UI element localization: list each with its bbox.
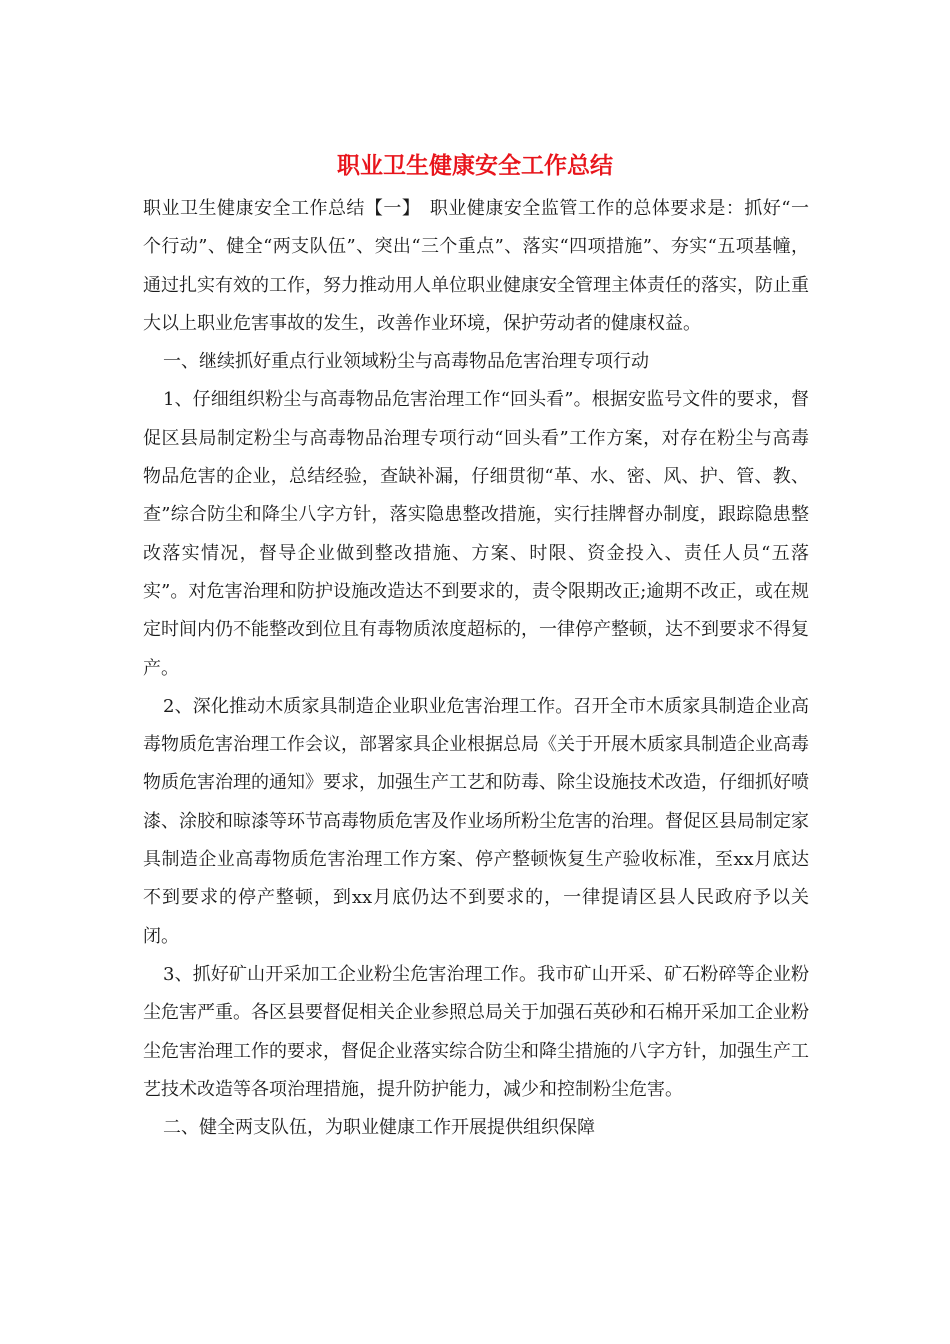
section-heading-1: 一、继续抓好重点行业领域粉尘与高毒物品危害治理专项行动 xyxy=(163,351,649,373)
paragraph-item-3: 3、抓好矿山开采加工企业粉尘危害治理工作。我市矿山开采、矿石粉碎等企业粉尘危害严重。各区县要督促相关企业参照总局关于加强石英砂和石棉开采加工企业粉尘危害治理工作的要求，督促企业落实综合防尘和降尘措施的八字方针，加强生产工艺技术改造等各项治理措施，提升防护能力，减少和控制粉尘危害。 xyxy=(143,963,809,1100)
paragraph-item-2: 2、深化推动木质家具制造企业职业危害治理工作。召开全市木质家具制造企业高毒物质危害治理工作会议，部署家具企业根据总局《关于开展木质家具制造企业高毒物质危害治理的通知》要求，加强生产工艺和防毒、除尘设施技术改造，仔细抓好喷漆、涂胶和晾漆等环节高毒物质危害及作业场所粉尘危害的治理。督促区县局制定家具制造企业高毒物质危害治理工作方案、停产整顿恢复生产验收标准，至xx月底达不到要求的停产整顿，到xx月底仍达不到要求的，一律提请区县人民政府予以关闭。 xyxy=(143,695,809,947)
intro-paragraph: 职业卫生健康安全工作总结【一】 职业健康安全监管工作的总体要求是：抓好“一个行动”、健全“两支队伍”、突出“三个重点”、落实“四项措施”、夯实“五项基幢，通过扎实有效的工作，努力推动用人单位职业健康安全管理主体责任的落实，防止重大以上职业危害事故的发生，改善作业环境，保护劳动者的健康权益。 xyxy=(143,198,809,334)
document-title: 职业卫生健康安全工作总结 xyxy=(337,152,613,179)
document-body xyxy=(143,190,809,1147)
section-heading-2: 二、健全两支队伍，为职业健康工作开展提供组织保障 xyxy=(163,1117,595,1139)
paragraph-item-1: 1、仔细组织粉尘与高毒物品危害治理工作“回头看”。根据安监号文件的要求，督促区县局制定粉尘与高毒物品治理专项行动“回头看”工作方案，对存在粉尘与高毒物品危害的企业，总结经验，查缺补漏，仔细贯彻“革、水、密、风、护、管、教、查”综合防尘和降尘八字方针，落实隐患整改措施，实行挂牌督办制度，跟踪隐患整改落实情况，督导企业做到整改措施、方案、时限、资金投入、责任人员“五落实”。对危害治理和防护设施改造达不到要求的，责令限期改正;逾期不改正，或在规定时间内仍不能整改到位且有毒物质浓度超标的，一律停产整顿，达不到要求不得复产。 xyxy=(143,389,809,679)
